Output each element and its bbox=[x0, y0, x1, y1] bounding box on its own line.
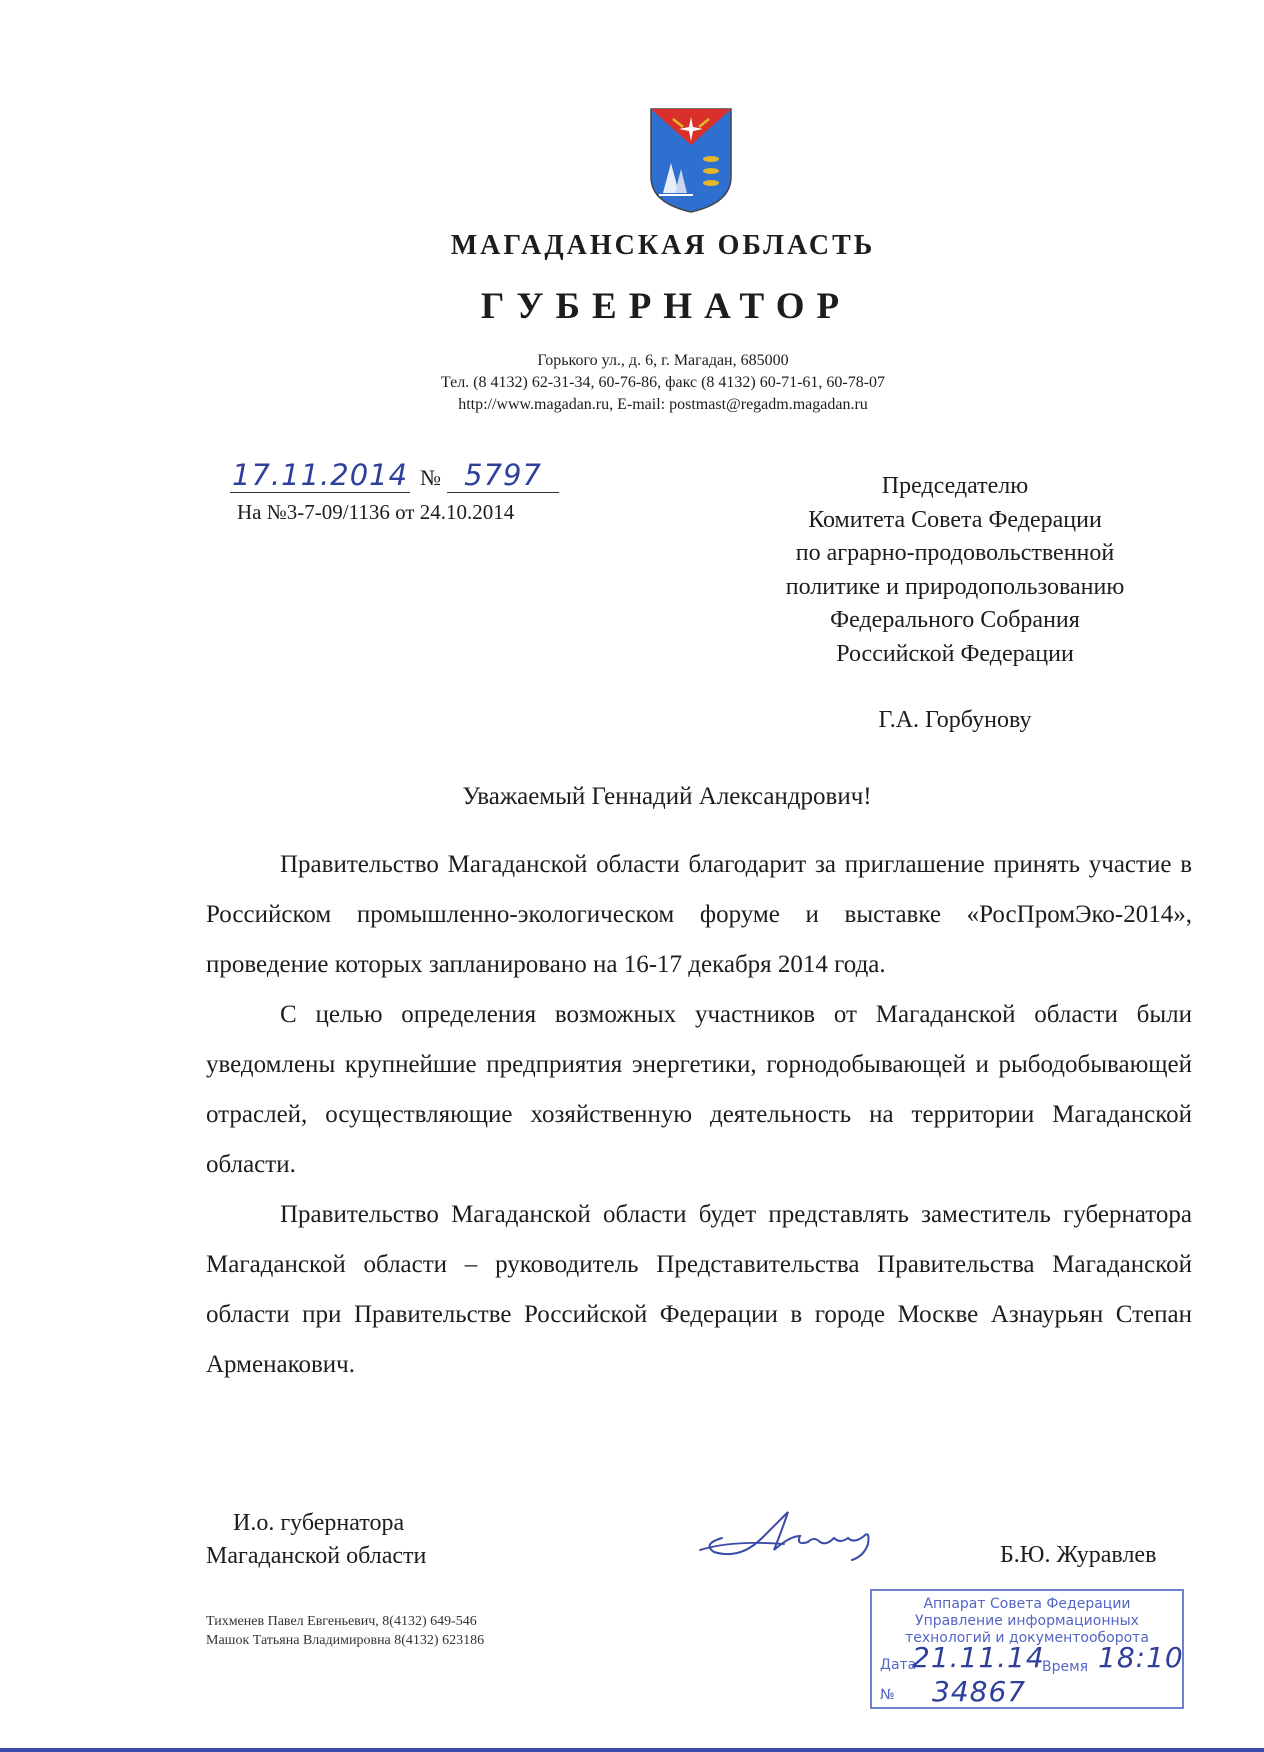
signatory-name: Б.Ю. Журавлев bbox=[1000, 1542, 1157, 1568]
region-title: МАГАДАНСКАЯ ОБЛАСТЬ bbox=[450, 230, 876, 261]
reference-line: На №3-7-09/1136 от 24.10.2014 bbox=[237, 500, 515, 524]
executor-contact: Тихменев Павел Евгеньевич, 8(4132) 649-546 bbox=[206, 1614, 477, 1629]
stamp-number: 34867 bbox=[932, 1675, 1027, 1708]
executor-contact: Машок Татьяна Владимировна 8(4132) 623186 bbox=[206, 1633, 485, 1648]
letterhead-address: Горького ул., д. 6, г. Магадан, 685000 bbox=[537, 352, 789, 369]
body-paragraph: Правительство Магаданской области будет представлять заместитель губернатора Магаданской области – руководитель Представительства Правительства Магаданской области при Правительстве Российской Федерации в городе Москве Азнаурьян Степан Арменакович. bbox=[206, 1201, 1192, 1378]
coat-of-arms-icon bbox=[649, 107, 733, 214]
letter-body bbox=[206, 840, 1192, 1390]
addressee-line: по аграрно-продовольственной bbox=[795, 540, 1115, 566]
addressee-name: Г.А. Горбунову bbox=[878, 707, 1032, 733]
body-paragraph: С целью определения возможных участников от Магаданской области были уведомлены крупнейшие предприятия энергетики, горнодобывающей и рыбодобывающей отраслей, осуществляющие хозяйственную деятельность на территории Магаданской области. bbox=[206, 1001, 1192, 1178]
registration-line bbox=[230, 458, 559, 493]
scan-edge-line bbox=[0, 1748, 1264, 1752]
stamp-date-label: Дата bbox=[880, 1657, 917, 1673]
signatory-position-line: И.о. губернатора bbox=[233, 1510, 405, 1536]
letterhead-web: http://www.magadan.ru, E-mail: postmast@regadm.magadan.ru bbox=[458, 396, 868, 413]
registration-stamp bbox=[870, 1589, 1184, 1709]
addressee-line: Председателю bbox=[881, 473, 1029, 499]
stamp-line: Аппарат Совета Федерации bbox=[923, 1596, 1131, 1612]
addressee-line: политике и природопользованию bbox=[785, 573, 1125, 600]
registration-number-label: № bbox=[420, 465, 442, 490]
handwritten-signature bbox=[692, 1500, 902, 1570]
addressee-line: Федерального Собрания bbox=[830, 607, 1080, 633]
addressee-line: Комитета Совета Федерации bbox=[808, 506, 1102, 533]
signatory-position bbox=[206, 1507, 426, 1573]
stamp-line: Управление информационных bbox=[915, 1613, 1139, 1629]
registration-date: 17.11.2014 bbox=[232, 458, 409, 492]
addressee-line: Российской Федерации bbox=[836, 640, 1074, 667]
governor-title: ГУБЕРНАТОР bbox=[480, 286, 852, 327]
salutation: Уважаемый Геннадий Александрович! bbox=[462, 783, 872, 810]
stamp-time: 18:10 bbox=[1098, 1641, 1184, 1674]
letterhead-phones: Тел. (8 4132) 62-31-34, 60-76-86, факс (8 4132) 60-71-61, 60-78-07 bbox=[440, 374, 886, 391]
stamp-time-label: Время bbox=[1042, 1659, 1089, 1675]
registration-number: 5797 bbox=[447, 458, 559, 493]
stamp-date: 21.11.14 bbox=[912, 1641, 1045, 1674]
body-paragraph: Правительство Магаданской области благодарит за приглашение принять участие в Российском промышленно-экологическом форуме и выставке «РосПромЭко-2014», проведение которых запланировано на 16-17 декабря 2014 года. bbox=[206, 851, 1192, 978]
stamp-line: технологий и документооборота bbox=[905, 1630, 1149, 1646]
executor-contacts bbox=[206, 1612, 484, 1650]
addressee-block bbox=[740, 470, 1170, 738]
stamp-number-label: № bbox=[880, 1687, 895, 1703]
signatory-position-line: Магаданской области bbox=[206, 1543, 427, 1569]
